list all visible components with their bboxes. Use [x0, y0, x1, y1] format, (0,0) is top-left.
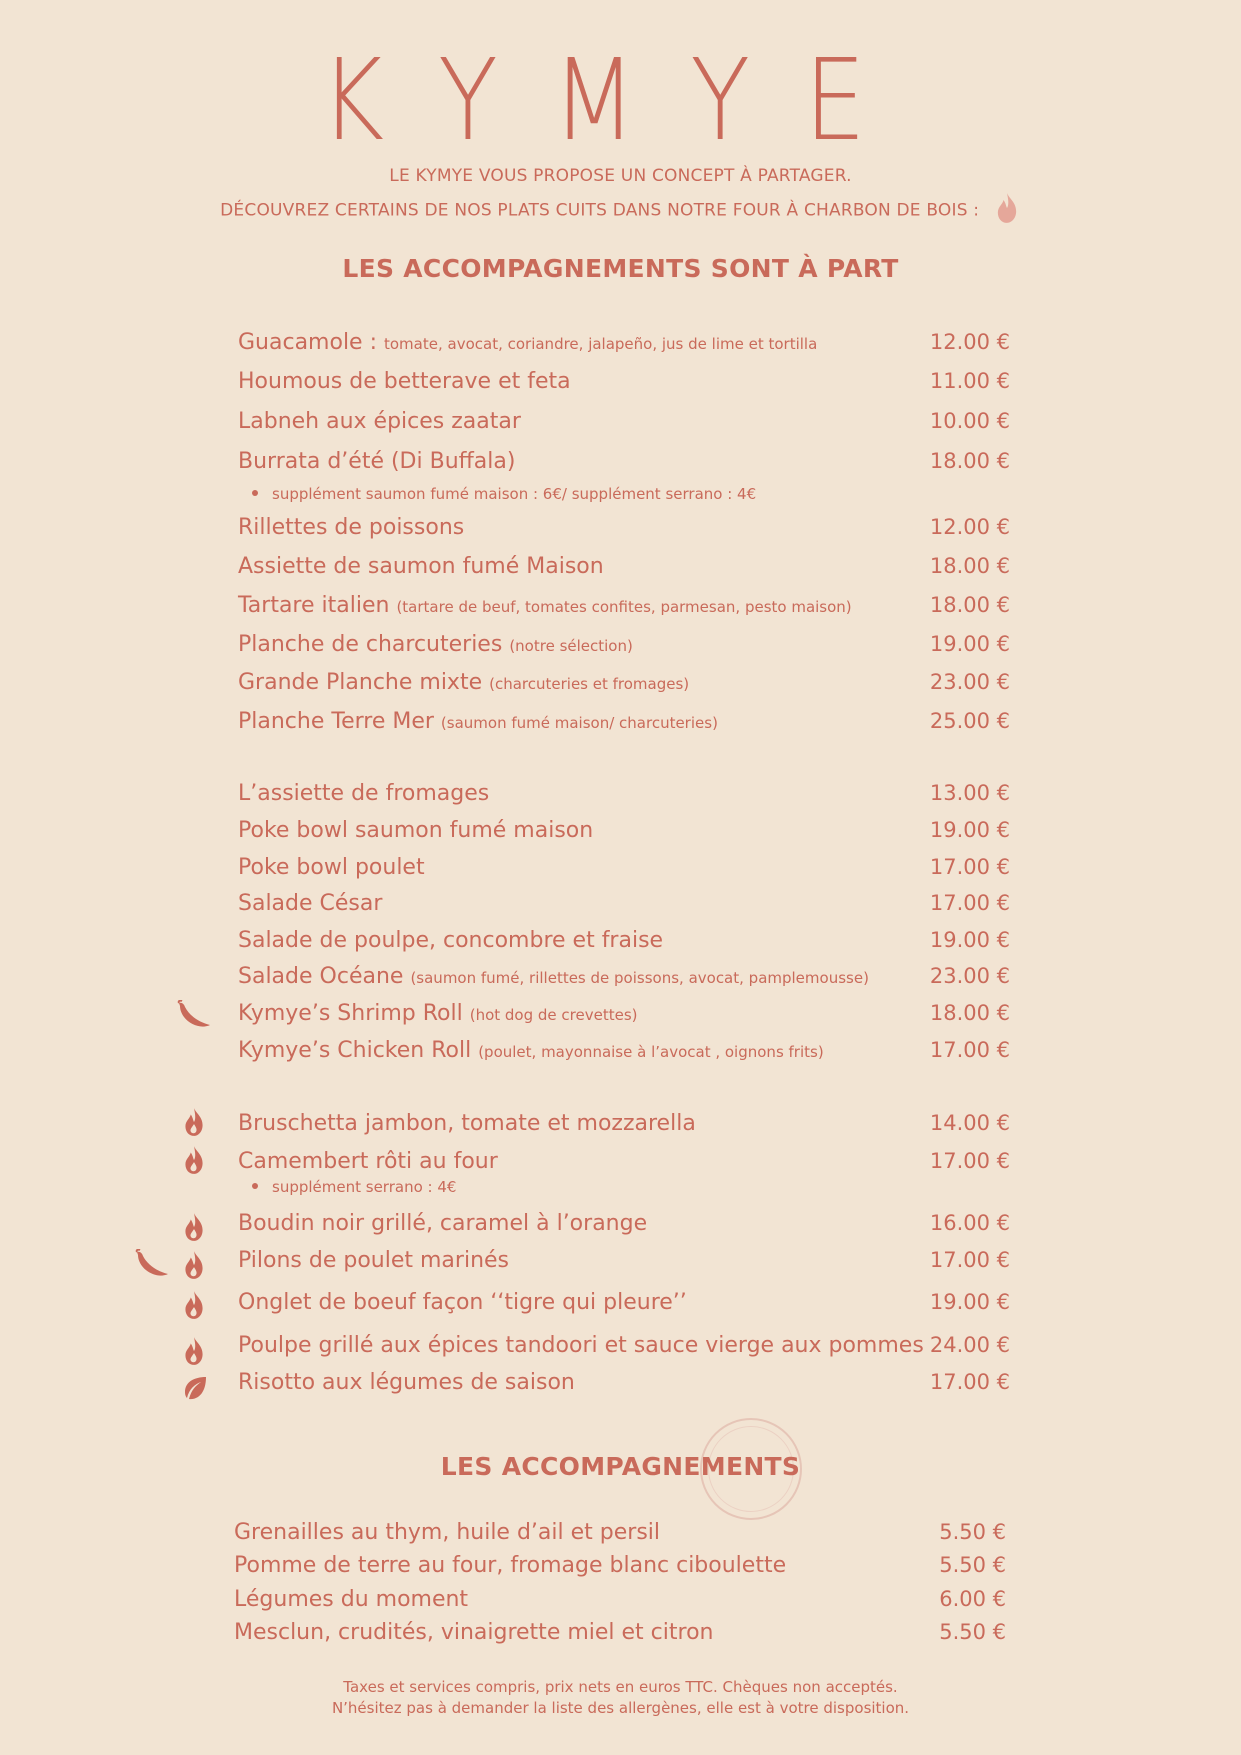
flame-icon [181, 1212, 207, 1246]
logo-text: KYMYE [320, 55, 920, 145]
footer-line-2: N’hésitez pas à demander la liste des allergènes, elle est à votre disposition. [331, 1699, 910, 1717]
leaf-icon [182, 1375, 208, 1405]
menu-item: Risotto aux légumes de saison 17.00 € [238, 1370, 1010, 1395]
menu-item: Assiette de saumon fumé Maison 18.00 € [238, 554, 1010, 579]
side-item: Grenailles au thym, huile d’ail et persil 5.50 € [234, 1520, 1006, 1545]
chili-pepper-icon [176, 1000, 212, 1034]
menu-item: Planche Terre Mer (saumon fumé maison/ charcuteries) 25.00 € [238, 709, 1010, 734]
menu-item: L’assiette de fromages 13.00 € [238, 781, 1010, 806]
flame-icon [993, 192, 1021, 229]
side-item: Légumes du moment 6.00 € [234, 1587, 1006, 1612]
footer-line-1: Taxes et services compris, prix nets en euros TTC. Chèques non acceptés. [343, 1678, 898, 1696]
menu-item: Poke bowl poulet 17.00 € [238, 855, 1010, 880]
intro-line-1: LE KYMYE VOUS PROPOSE UN CONCEPT À PARTAGER. [389, 166, 852, 186]
side-item: Pomme de terre au four, fromage blanc ciboulette 5.50 € [234, 1553, 1006, 1578]
menu-item: Onglet de boeuf façon ‘‘tigre qui pleure’’ 19.00 € [238, 1290, 1010, 1315]
flame-icon [181, 1250, 207, 1284]
menu-item: Guacamole : tomate, avocat, coriandre, jalapeño, jus de lime et tortilla 12.00 € [238, 330, 1010, 355]
kymye-logo [0, 55, 1241, 145]
menu-item: Pilons de poulet marinés 17.00 € [238, 1248, 1010, 1273]
menu-item: Salade César 17.00 € [238, 891, 1010, 916]
flame-icon [181, 1290, 207, 1324]
flame-icon [181, 1107, 207, 1141]
section-title-sides: LES ACCOMPAGNEMENTS [440, 1452, 801, 1481]
menu-item: Poke bowl saumon fumé maison 19.00 € [238, 818, 1010, 843]
chili-pepper-icon [134, 1249, 170, 1283]
menu-item: Kymye’s Shrimp Roll (hot dog de crevettes) 18.00 € [238, 1001, 1010, 1026]
menu-item: Grande Planche mixte (charcuteries et fromages) 23.00 € [238, 670, 1010, 695]
menu-item: Tartare italien (tartare de beuf, tomates confites, parmesan, pesto maison) 18.00 € [238, 593, 1010, 618]
menu-item: Burrata d’été (Di Buffala) 18.00 € [238, 449, 1010, 474]
menu-item: Boudin noir grillé, caramel à l’orange 16.00 € [238, 1211, 1010, 1236]
menu-item: Rillettes de poissons 12.00 € [238, 515, 1010, 540]
menu-item: Labneh aux épices zaatar 10.00 € [238, 409, 1010, 434]
menu-item: Camembert rôti au four 17.00 € [238, 1149, 1010, 1174]
menu-item: Poulpe grillé aux épices tandoori et sauce vierge aux pommes 24.00 € [238, 1333, 1010, 1358]
menu-item: Kymye’s Chicken Roll (poulet, mayonnaise à l’avocat , oignons frits) 17.00 € [238, 1038, 1010, 1063]
supplement-note: supplément saumon fumé maison : 6€/ supplément serrano : 4€ [252, 485, 756, 503]
supplement-note: supplément serrano : 4€ [252, 1178, 456, 1196]
side-item: Mesclun, crudités, vinaigrette miel et citron 5.50 € [234, 1620, 1006, 1645]
flame-icon [181, 1336, 207, 1370]
menu-item: Planche de charcuteries (notre sélection) 19.00 € [238, 632, 1010, 657]
menu-item: Bruschetta jambon, tomate et mozzarella 14.00 € [238, 1111, 1010, 1136]
menu-item: Salade de poulpe, concombre et fraise 19.00 € [238, 928, 1010, 953]
menu-item: Houmous de betterave et feta 11.00 € [238, 369, 1010, 394]
section-title-main: LES ACCOMPAGNEMENTS SONT À PART [342, 254, 899, 283]
flame-icon [181, 1145, 207, 1179]
intro-line-2: DÉCOUVREZ CERTAINS DE NOS PLATS CUITS DANS NOTRE FOUR À CHARBON DE BOIS : [0, 192, 1241, 229]
menu-item: Salade Océane (saumon fumé, rillettes de poissons, avocat, pamplemousse) 23.00 € [238, 964, 1010, 989]
